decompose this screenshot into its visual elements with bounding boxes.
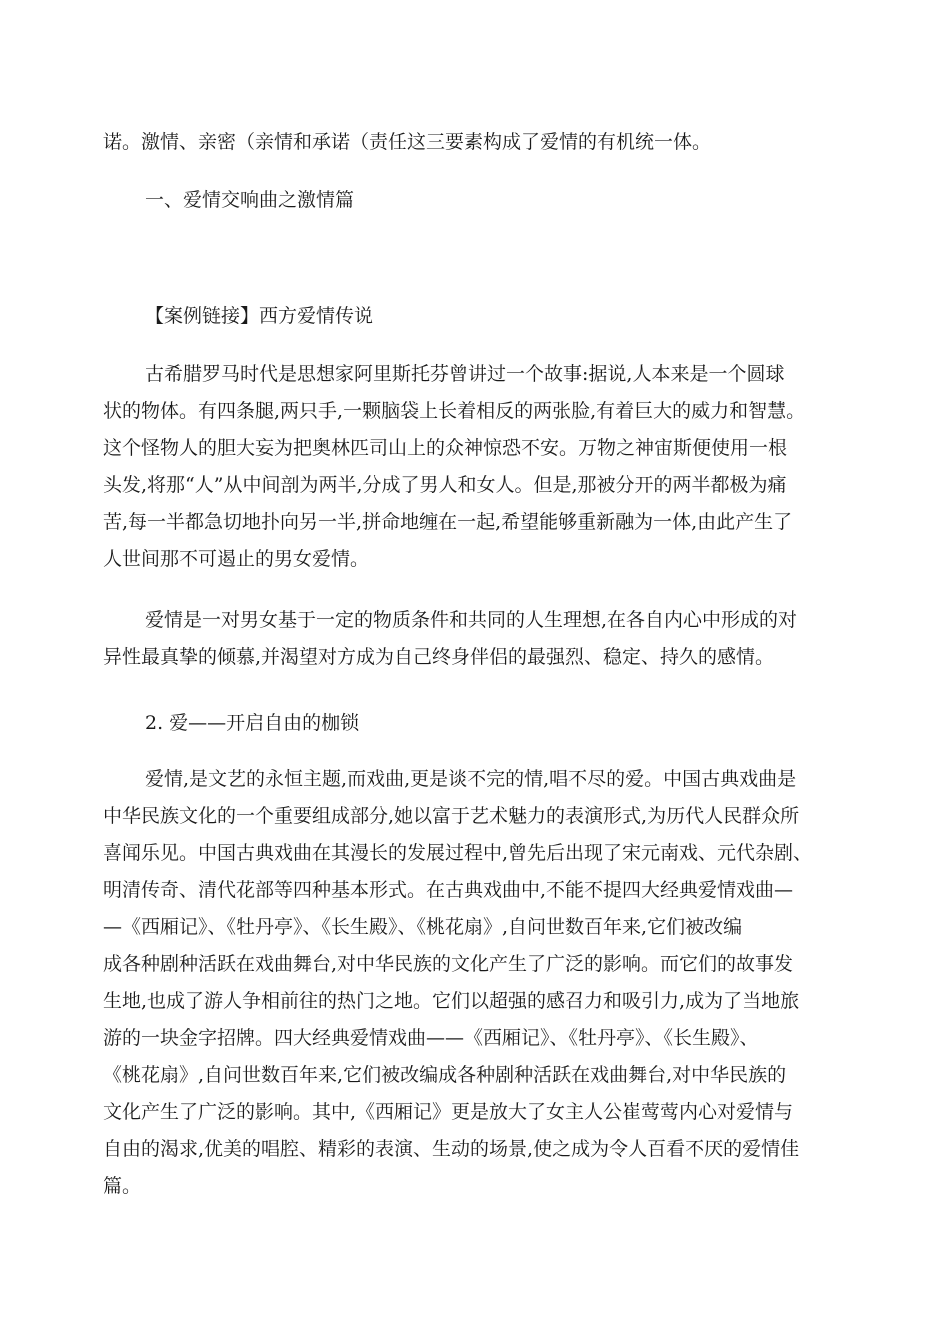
section-heading-passion: 一、爱情交响曲之激情篇 (145, 189, 355, 211)
drama-line: 中华民族文化的一个重要组成部分,她以富于艺术魅力的表演形式,为历代人民群众所 (103, 805, 800, 827)
drama-line: 成各种剧种活跃在戏曲舞台,对中华民族的文化产生了广泛的影响。而它们的故事发 (103, 953, 794, 975)
story-line: 古希腊罗马时代是思想家阿里斯托芬曾讲过一个故事:据说,人本来是一个圆球 (145, 363, 785, 385)
definition-line: 异性最真挚的倾慕,并渴望对方成为自己终身伴侣的最强烈、稳定、持久的感情。 (103, 646, 775, 668)
story-line: 状的物体。有四条腿,两只手,一颗脑袋上长着相反的两张脸,有着巨大的威力和智慧。 (103, 400, 806, 422)
drama-line: 喜闻乐见。中国古典戏曲在其漫长的发展过程中,曾先后出现了宋元南戏、元代杂剧、 (103, 842, 813, 864)
section-heading-freedom: 2. 爱——开启自由的枷锁 (145, 712, 360, 734)
drama-line: 《桃花扇》,自问世数百年来,它们被改编成各种剧种活跃在戏曲舞台,对中华民族的 (103, 1064, 787, 1086)
definition-line: 爱情是一对男女基于一定的物质条件和共同的人生理想,在各自内心中形成的对 (145, 609, 798, 631)
drama-line: —《西厢记》、《牡丹亭》、《长生殿》、《桃花扇》,自问世数百年来,它们被改编 (103, 916, 743, 938)
case-link-heading: 【案例链接】西方爱情传说 (145, 305, 374, 327)
intro-line: 诺。激情、亲密（亲情和承诺（责任这三要素构成了爱情的有机统一体。 (103, 131, 712, 153)
drama-line: 自由的渴求,优美的唱腔、精彩的表演、生动的场景,使之成为令人百看不厌的爱情佳 (103, 1138, 800, 1160)
drama-line: 爱情,是文艺的永恒主题,而戏曲,更是谈不完的情,唱不尽的爱。中国古典戏曲是 (145, 768, 797, 790)
drama-line: 篇。 (103, 1175, 142, 1197)
drama-line: 生地,也成了游人争相前往的热门之地。它们以超强的感召力和吸引力,成为了当地旅 (103, 990, 800, 1012)
story-line: 苦,每一半都急切地扑向另一半,拼命地缠在一起,希望能够重新融为一体,由此产生了 (103, 511, 793, 533)
story-line: 这个怪物人的胆大妄为把奥林匹司山上的众神惊恐不安。万物之神宙斯便使用一根 (103, 437, 788, 459)
story-line: 头发,将那“人”从中间剖为两半,分成了男人和女人。但是,那被分开的两半都极为痛 (103, 474, 787, 496)
drama-line: 游的一块金字招牌。四大经典爱情戏曲——《西厢记》、《牡丹亭》、《长生殿》、 (103, 1027, 759, 1049)
story-line: 人世间那不可遏止的男女爱情。 (103, 548, 370, 570)
drama-line: 明清传奇、清代花部等四种基本形式。在古典戏曲中,不能不提四大经典爱情戏曲— (103, 879, 794, 901)
drama-line: 文化产生了广泛的影响。其中,《西厢记》更是放大了女主人公崔莺莺内心对爱情与 (103, 1101, 794, 1123)
